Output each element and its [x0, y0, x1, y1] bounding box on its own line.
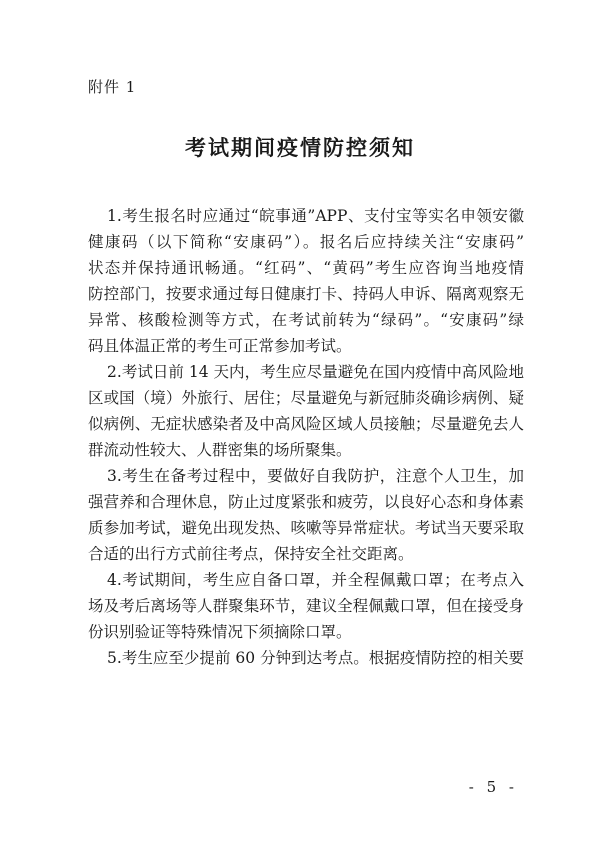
page-number: - 5 - [468, 778, 518, 796]
page-number-footer [0, 778, 600, 796]
body-line: 群流动性较大、人群密集的场所聚集。 [88, 441, 352, 459]
document-body [88, 203, 524, 671]
body-line: 3.考生在备考过程中，要做好自我防护，注意个人卫生，加 [107, 467, 524, 485]
body-line: 似病例、无症状感染者及中高风险区域人员接触；尽量避免去人 [88, 415, 524, 433]
body-line: 状态并保持通讯畅通。“红码”、“黄码”考生应咨询当地疫情 [88, 259, 524, 277]
body-line: 码且体温正常的考生可正常参加考试。 [88, 337, 352, 355]
document-title: 考试期间疫情防控须知 [185, 135, 415, 160]
body-line: 2.考试日前 14 天内，考生应尽量避免在国内疫情中高风险地 [107, 363, 524, 381]
body-line: 份识别验证等特殊情况下须摘除口罩。 [88, 623, 352, 641]
body-line: 1.考生报名时应通过“皖事通”APP、支付宝等实名申领安徽 [107, 207, 524, 225]
body-line: 质参加考试，避免出现发热、咳嗽等异常症状。考试当天要采取 [88, 519, 524, 537]
body-line: 防控部门，按要求通过每日健康打卡、持码人申诉、隔离观察无 [88, 285, 524, 303]
body-line: 异常、核酸检测等方式，在考试前转为“绿码”。“安康码”绿 [88, 311, 524, 329]
body-line: 4.考试期间，考生应自备口罩，并全程佩戴口罩；在考点入 [107, 571, 524, 589]
body-line: 区或国（境）外旅行、居住；尽量避免与新冠肺炎确诊病例、疑 [88, 389, 524, 407]
body-line: 合适的出行方式前往考点，保持安全社交距离。 [88, 545, 414, 563]
body-line: 健康码（以下简称“安康码”）。报名后应持续关注“安康码” [88, 233, 524, 251]
body-line: 场及考后离场等人群聚集环节，建议全程佩戴口罩，但在接受身 [88, 597, 524, 615]
body-line: 5.考生应至少提前 60 分钟到达考点。根据疫情防控的相关要 [107, 649, 524, 667]
attachment-label: 附件 1 [88, 78, 137, 96]
body-line: 强营养和合理休息，防止过度紧张和疲劳，以良好心态和身体素 [88, 493, 524, 511]
